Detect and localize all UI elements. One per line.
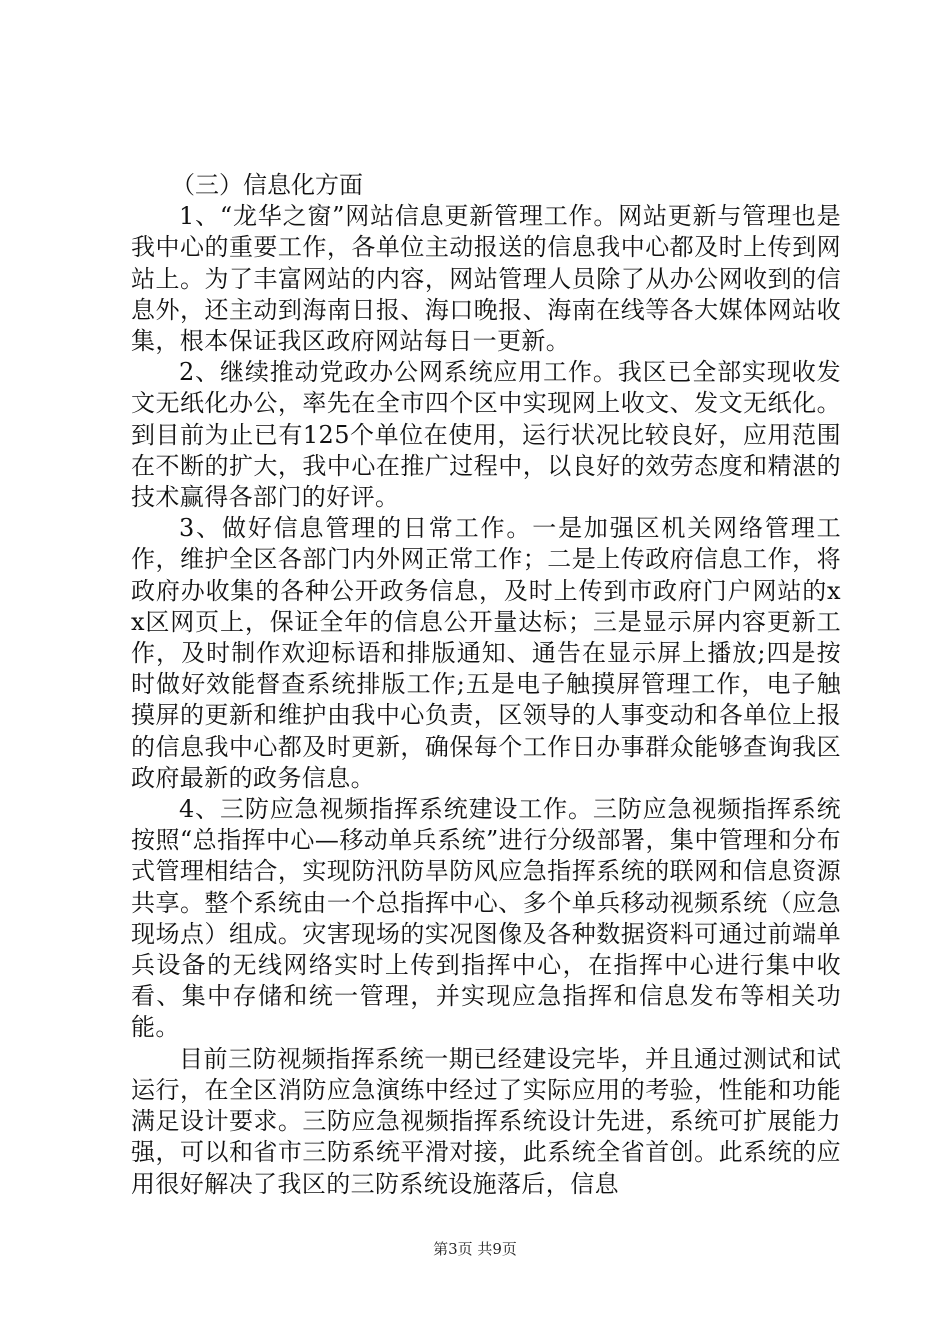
paragraph-2: 2、继续推动党政办公网系统应用工作。我区已全部实现收发文无纸化办公，率先在全市四个区中实现网上收文、发文无纸化。到目前为止已有125个单位在使用，运行状况比较良好，应用范围在不断的扩大，我中心在推广过程中，以良好的效劳态度和精湛的技术赢得各部门的好评。 bbox=[131, 358, 841, 512]
paragraph-4: 4、三防应急视频指挥系统建设工作。三防应急视频指挥系统按照“总指挥中心—移动单兵系统”进行分级部署，集中管理和分布式管理相结合，实现防汛防旱防风应急指挥系统的联网和信息资源共享。整个系统由一个总指挥中心、多个单兵移动视频系统（应急现场点）组成。灾害现场的实况图像及各种数据资料可通过前端单兵设备的无线网络实时上传到指挥中心，在指挥中心进行集中收看、集中存储和统一管理，并实现应急指挥和信息发布等相关功能。 bbox=[131, 795, 841, 1042]
document-body bbox=[131, 170, 841, 1200]
paragraph-1: 1、“龙华之窗”网站信息更新管理工作。网站更新与管理也是我中心的重要工作，各单位主动报送的信息我中心都及时上传到网站上。为了丰富网站的内容，网站管理人员除了从办公网收到的信息外，还主动到海南日报、海口晚报、海南在线等各大媒体网站收集，根本保证我区政府网站每日一更新。 bbox=[131, 202, 841, 356]
page-footer: 第3页 共9页 bbox=[433, 1240, 517, 1258]
paragraph-3: 3、做好信息管理的日常工作。一是加强区机关网络管理工作，维护全区各部门内外网正常工作；二是上传政府信息工作，将政府办收集的各种公开政务信息，及时上传到市政府门户网站的xx区网页上，保证全年的信息公开量达标；三是显示屏内容更新工作，及时制作欢迎标语和排版通知、通告在显示屏上播放;四是按时做好效能督查系统排版工作;五是电子触摸屏管理工作，电子触摸屏的更新和维护由我中心负责，区领导的人事变动和各单位上报的信息我中心都及时更新，确保每个工作日办事群众能够查询我区政府最新的政务信息。 bbox=[131, 514, 841, 792]
section-heading: （三）信息化方面 bbox=[171, 171, 363, 199]
paragraph-5: 目前三防视频指挥系统一期已经建设完毕，并且通过测试和试运行，在全区消防应急演练中经过了实际应用的考验，性能和功能满足设计要求。三防应急视频指挥系统设计先进，系统可扩展能力强，可以和省市三防系统平滑对接，此系统全省首创。此系统的应用很好解决了我区的三防系统设施落后，信息 bbox=[131, 1044, 841, 1198]
